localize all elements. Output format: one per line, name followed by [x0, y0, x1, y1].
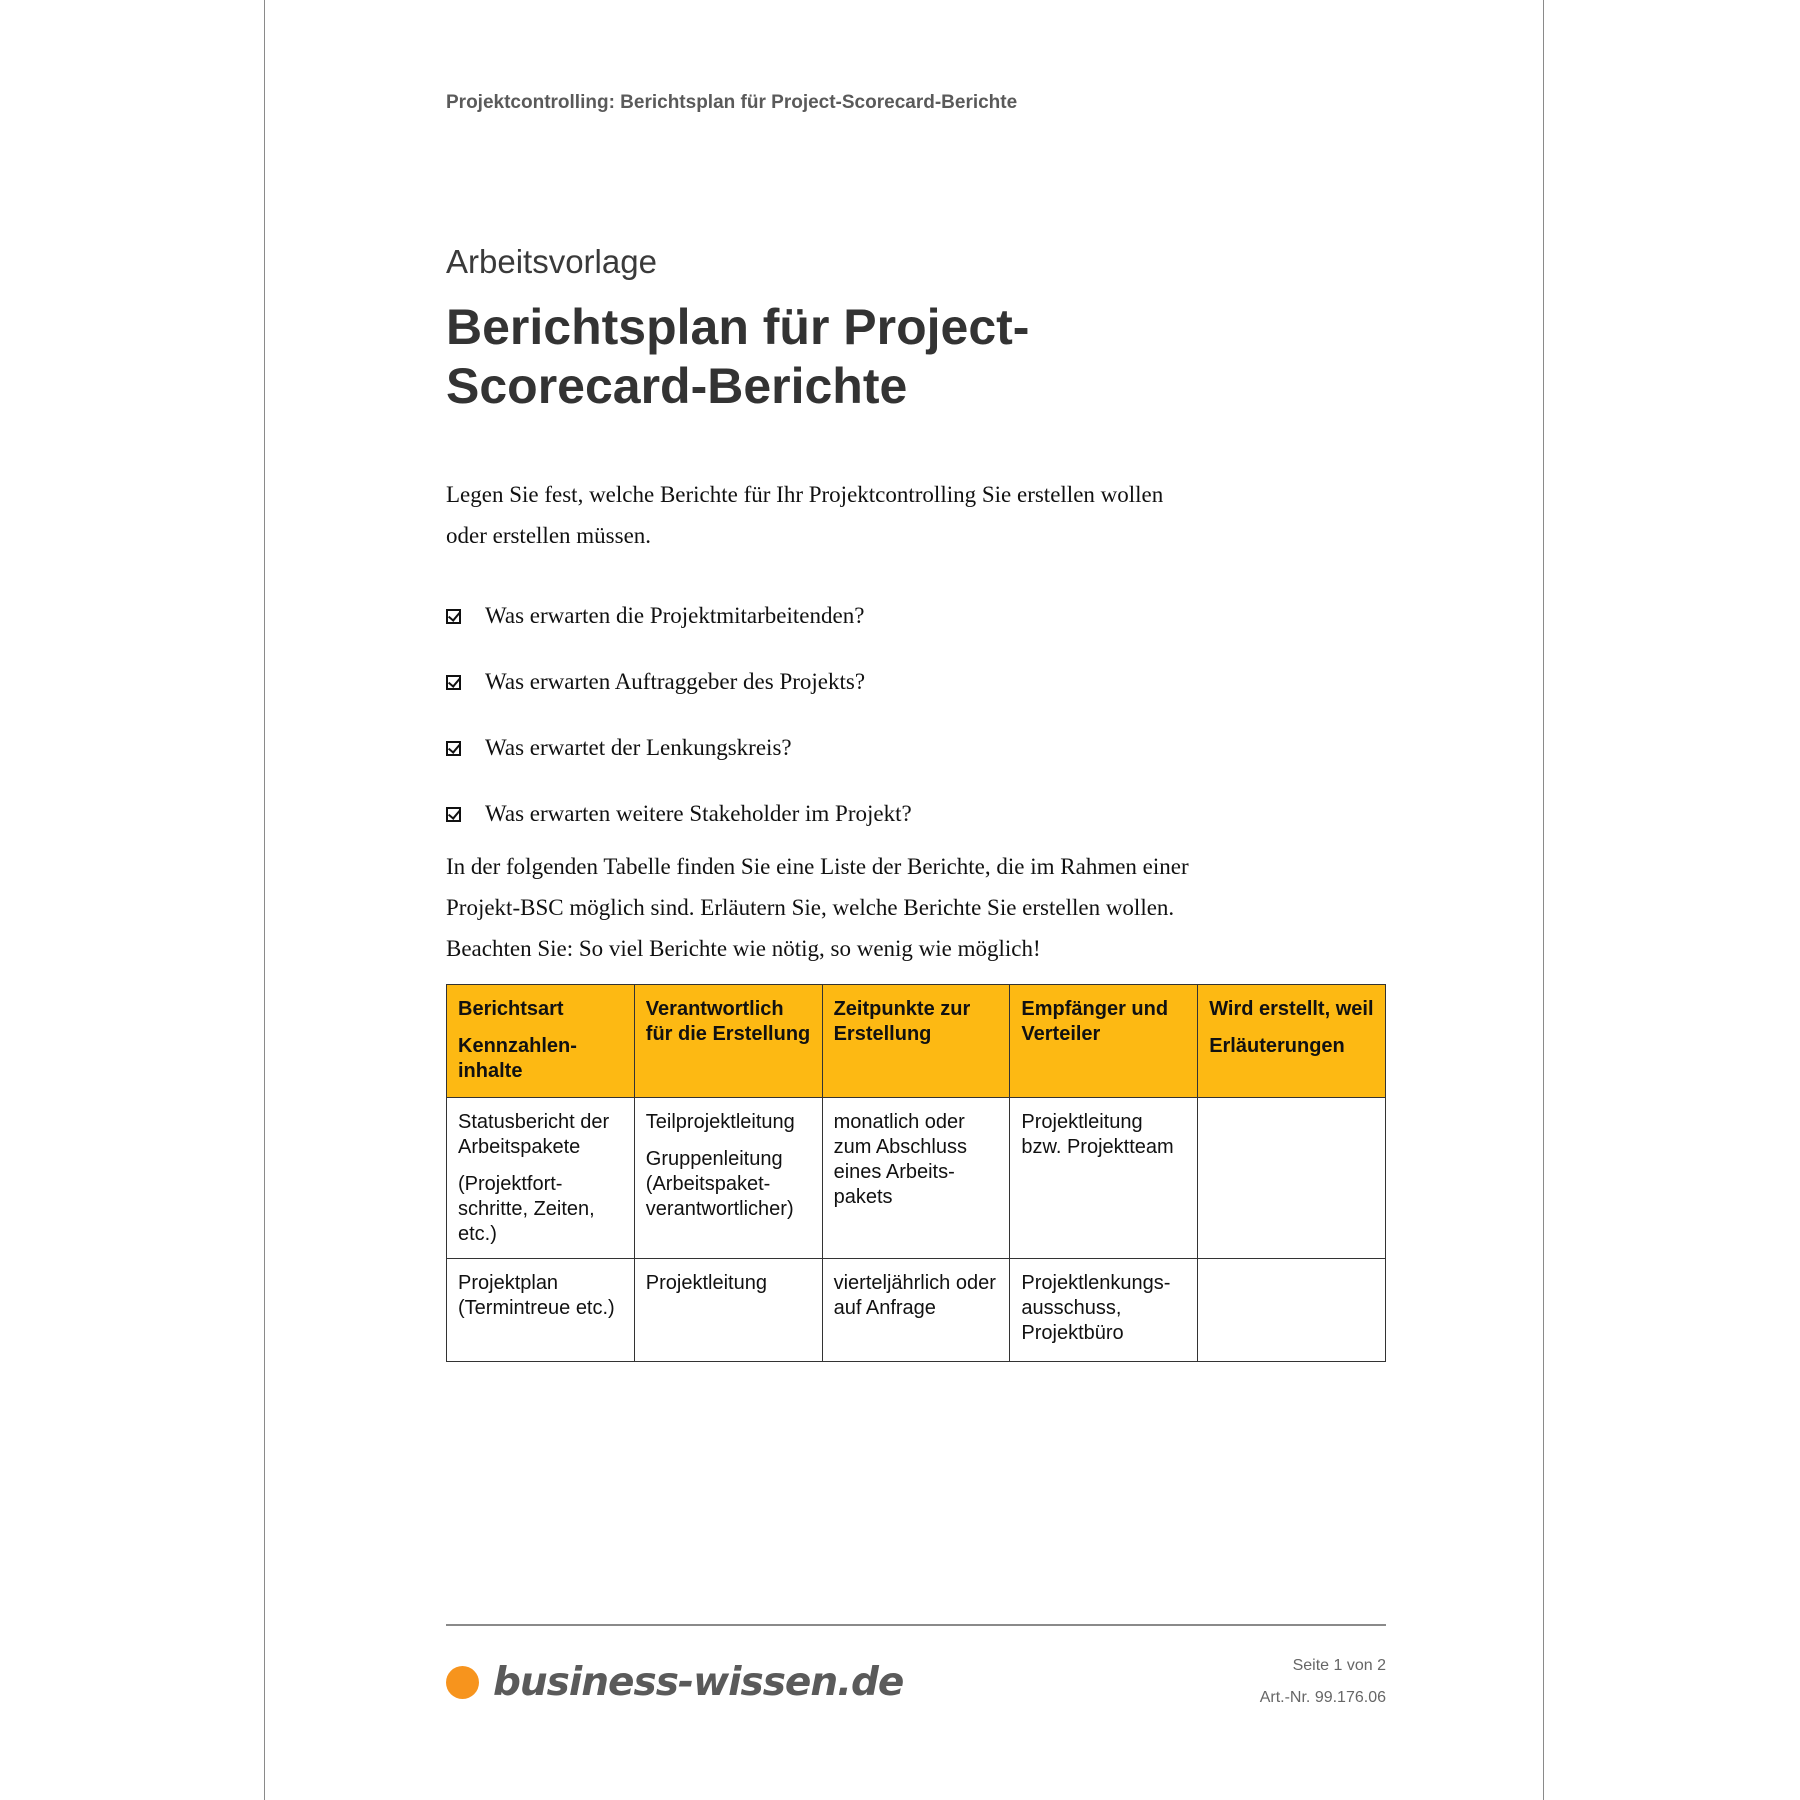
- intro-paragraph: Legen Sie fest, welche Berichte für Ihr Projektcontrolling Sie erstellen wollen oder erstellen müssen.: [446, 482, 1164, 548]
- header-sublabel: Erläuterungen: [1209, 1035, 1345, 1057]
- cell-text: Statusbericht der Arbeitspakete: [458, 1111, 610, 1158]
- table-cell-empty: [1198, 1259, 1386, 1362]
- cell-text: Teilprojektleitung: [645, 1111, 795, 1133]
- cell-text: Projektleitung bzw. Projektteam: [1021, 1111, 1174, 1158]
- header-cell-empfaenger: [1010, 985, 1198, 1098]
- checklist-item-label: Was erwartet der Lenkungskreis?: [485, 735, 792, 760]
- table-cell: [634, 1259, 822, 1362]
- logo-wordmark: business-wissen.de: [493, 1660, 904, 1705]
- page-info: [1260, 1650, 1386, 1714]
- header-label: Wird erstellt, weil: [1209, 998, 1374, 1020]
- logo-dot-icon: [446, 1666, 479, 1699]
- footer-divider: [446, 1624, 1386, 1626]
- header-label: Berichtsart: [458, 998, 564, 1020]
- checklist-item-label: Was erwarten weitere Stakeholder im Projekt?: [485, 801, 912, 826]
- header-cell-zeitpunkte: [822, 985, 1010, 1098]
- running-header: Projektcontrolling: Berichtsplan für Project-Scorecard-Berichte: [446, 92, 1018, 113]
- table-row: [447, 1259, 1386, 1362]
- header-label: Zeitpunkte zur Erstellung: [833, 998, 971, 1045]
- table-header-row: [447, 985, 1386, 1098]
- report-plan-table: [446, 984, 1386, 1362]
- table-cell: [634, 1098, 822, 1259]
- checked-box-icon: [446, 807, 461, 822]
- checked-box-icon: [446, 675, 461, 690]
- cell-subtext: (Projektfort-schritte, Zeiten, etc.): [458, 1173, 595, 1245]
- publisher-logo: [446, 1660, 903, 1705]
- table-cell: [822, 1098, 1010, 1259]
- table-cell: [447, 1259, 635, 1362]
- checklist-item: [446, 715, 1206, 781]
- table-cell: [1010, 1098, 1198, 1259]
- document-kicker: Arbeitsvorlage: [446, 243, 657, 280]
- table-cell: [1010, 1259, 1198, 1362]
- cell-text: Projektleitung: [645, 1272, 767, 1294]
- page-number: Seite 1 von 2: [1292, 1657, 1386, 1674]
- table-intro-paragraph: In der folgenden Tabelle finden Sie eine Liste der Berichte, die im Rahmen einer Projekt-BSC möglich sind. Erläutern Sie, welche Berichte Sie erstellen wollen. Beachten Sie: So viel Berichte wie nötig, so wenig wie möglich!: [446, 854, 1189, 961]
- table-cell-empty: [1198, 1098, 1386, 1259]
- header-cell-berichtsart: [447, 985, 635, 1098]
- header-sublabel: Kennzahlen-inhalte: [458, 1035, 577, 1082]
- checklist-item-label: Was erwarten Auftraggeber des Projekts?: [485, 669, 866, 694]
- header-label: Empfänger und Verteiler: [1021, 998, 1169, 1045]
- checked-box-icon: [446, 609, 461, 624]
- checked-box-icon: [446, 741, 461, 756]
- checklist-item: [446, 583, 1206, 649]
- cell-text: Projektplan (Termintreue etc.): [458, 1272, 615, 1319]
- cell-text: monatlich oder zum Abschluss eines Arbeits-pakets: [833, 1111, 967, 1208]
- cell-subtext: Gruppenleitung (Arbeitspaket-verantwortlicher): [645, 1148, 794, 1220]
- header-cell-verantwortlich: [634, 985, 822, 1098]
- checklist-item: [446, 781, 1206, 847]
- header-label: Verantwortlich für die Erstellung: [645, 998, 811, 1045]
- article-number: Art.-Nr. 99.176.06: [1259, 1689, 1386, 1706]
- table-row: [447, 1098, 1386, 1259]
- cell-text: Projektlenkungs-ausschuss, Projektbüro: [1021, 1272, 1171, 1344]
- header-cell-wird-erstellt: [1198, 985, 1386, 1098]
- checklist-item-label: Was erwarten die Projektmitarbeitenden?: [485, 603, 865, 628]
- table-cell: [447, 1098, 635, 1259]
- document-title: Berichtsplan für Project-Scorecard-Berichte: [446, 299, 1030, 414]
- cell-text: vierteljährlich oder auf Anfrage: [833, 1272, 996, 1319]
- table-cell: [822, 1259, 1010, 1362]
- checklist-item: [446, 649, 1206, 715]
- checklist: [446, 583, 1206, 847]
